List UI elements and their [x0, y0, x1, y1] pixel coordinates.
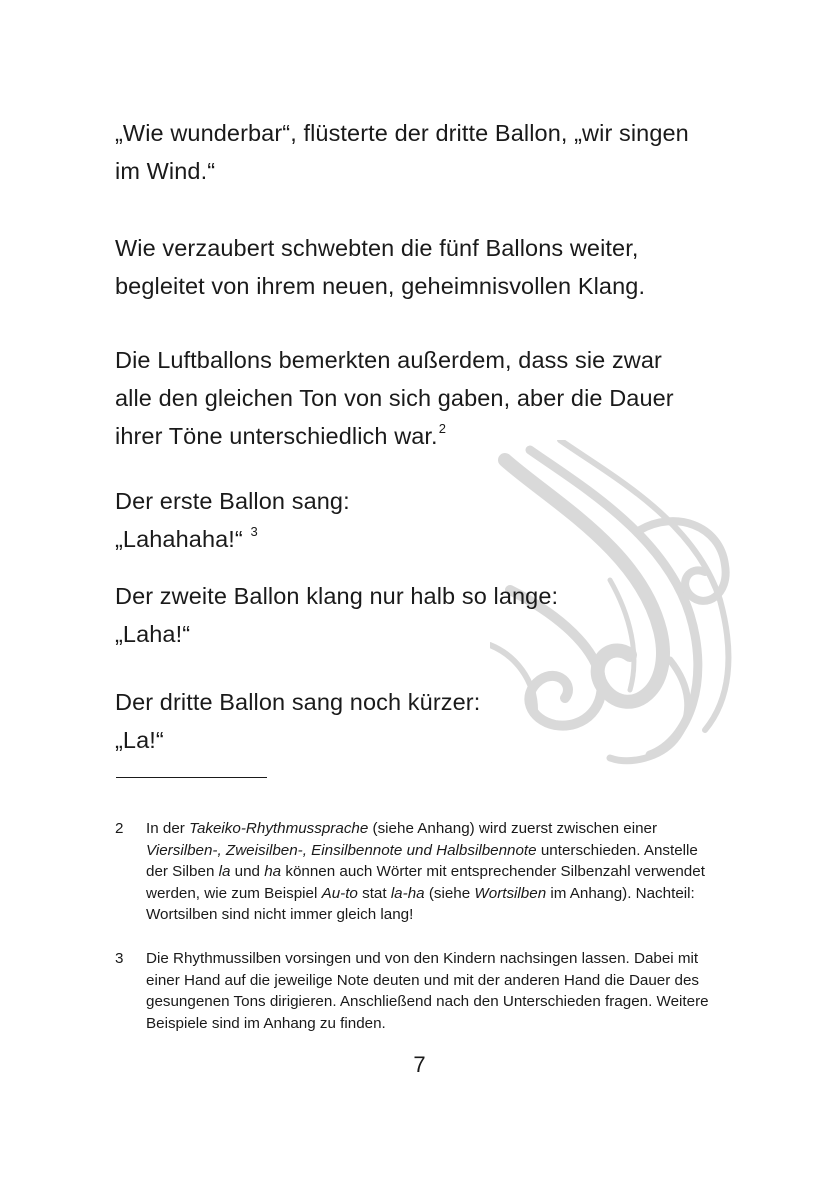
text-line: Der erste Ballon sang: [115, 488, 350, 514]
text-line: alle den gleichen Ton von sich gaben, aber die Dauer [115, 385, 674, 411]
paragraph-verzaubert [115, 229, 755, 305]
footnote-segment: (siehe Anhang) wird zuerst zwischen einer [368, 820, 658, 837]
text-line [115, 520, 755, 558]
text-line [115, 417, 755, 455]
paragraph-erster-ballon [115, 482, 755, 558]
paragraph-luftballons [115, 341, 755, 455]
footnote-ref-3[interactable]: 3 [250, 524, 258, 540]
page-number: 7 [413, 1052, 426, 1077]
footnote-segment: unterschieden. Anstelle der Silben [146, 841, 698, 881]
footnote-text: Die Rhythmussilben vorsingen und von den Kindern nachsingen lassen. Dabei mit einer Hand auf die jeweilige Note deuten und mit der anderen Hand die Dauer des gesungenen Tons dirigieren. Anschließend nach den Unterschieden fragen. Weitere Beispiele sind im Anhang zu finden. [146, 950, 709, 1032]
footnote-text [146, 818, 711, 926]
text-line: begleitet von ihrem neuen, geheimnisvollen Klang. [115, 273, 646, 299]
text-line: Der zweite Ballon klang nur halb so lange: [115, 583, 559, 609]
text-line: Der dritte Ballon sang noch kürzer: [115, 689, 481, 715]
text-line: im Wind.“ [115, 158, 216, 184]
text-line: „La!“ [115, 727, 164, 753]
text-line-content: ihrer Töne unterschiedlich war. [115, 423, 438, 449]
text-line: „Laha!“ [115, 621, 191, 647]
paragraph-wunderbar [115, 114, 755, 190]
footnote-segment: und [230, 863, 265, 881]
footnote-number: 2 [115, 820, 124, 837]
footnote-term: Takeiko-Rhythmussprache [189, 820, 369, 837]
footnote-term: Viersilben-, Zweisilben-, Einsilbennote und Halbsilbennote [146, 841, 537, 859]
footnote-segment: im Anhang). Nachteil: Wortsilben sind nicht immer gleich lang! [146, 884, 695, 924]
footnote-segment: können auch Wörter mit entsprechender Silbenzahl verwendet werden, wie zum Beispiel [146, 863, 705, 902]
footnote-separator [116, 777, 267, 778]
footnote-segment: In der [146, 820, 190, 837]
text-line-content: „Lahahaha!“ [115, 526, 243, 552]
footnote-ref-2[interactable]: 2 [438, 421, 447, 437]
footnote-segment: (siehe [424, 884, 475, 902]
footnote-term: Au-to [321, 884, 358, 902]
text-line: Wie verzaubert schwebten die fünf Ballons weiter, [115, 235, 639, 261]
paragraph-dritter-ballon [115, 683, 755, 759]
paragraph-zweiter-ballon [115, 577, 755, 653]
footnote-number: 3 [115, 950, 124, 967]
footnote-term: Wortsilben [474, 884, 547, 902]
footnote-term: la [218, 863, 231, 881]
footnote-term: la-ha [390, 884, 425, 902]
text-line: Die Luftballons bemerkten außerdem, dass sie zwar [115, 347, 662, 373]
footnote-segment: stat [357, 884, 391, 902]
footnote-term: ha [264, 863, 282, 881]
text-line: „Wie wunderbar“, flüsterte der dritte Ballon, „wir singen [115, 120, 689, 146]
